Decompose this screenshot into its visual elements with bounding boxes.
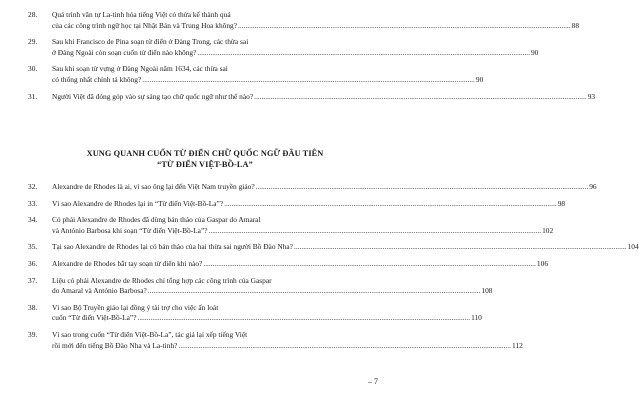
toc-entry-page: 102 [542, 225, 554, 235]
toc-entry [28, 258, 549, 270]
toc-entry-text: cuốn “Từ điển Việt-Bồ-La”? [52, 313, 137, 323]
toc-entry-text: có thống nhất chính tả không? [52, 74, 142, 84]
toc-entry-text: của các công trình ngữ học tại Nhật Bản và Trung Hoa không? [52, 20, 238, 30]
toc-entry-page: 93 [587, 91, 596, 101]
dot-leader [137, 313, 470, 324]
toc-entry-text: Vì sao Bộ Truyền giáo lại đồng ý tài trợ cho việc ấn loát [52, 302, 219, 312]
toc-entry-page: 98 [557, 198, 566, 208]
toc-entry-text: Sau khi soạn từ vựng ở Đàng Ngoài năm 1634, các thừa sai [52, 64, 228, 74]
toc-entry-number: 39. [28, 329, 38, 339]
dot-leader [142, 75, 475, 86]
dot-leader [256, 182, 589, 193]
toc-entry-number: 37. [28, 275, 38, 285]
toc-entry [28, 10, 580, 31]
toc-entry-number: 33. [28, 198, 38, 208]
toc-entry-page: 96 [589, 182, 597, 191]
toc-entry-text: rồi mới đến tiếng Bồ Đào Nha và La-tinh? [52, 340, 178, 350]
dot-leader [254, 92, 587, 103]
dot-leader [294, 242, 627, 253]
toc-entry-text: Có phải Alexandre de Rhodes đã dùng bản thảo của Gaspar do Amaral [52, 215, 261, 225]
toc-entry-text: Liệu có phải Alexandre de Rhodes chỉ tổng hợp các công trình của Gaspar [52, 275, 272, 285]
toc-entry [28, 91, 596, 103]
dot-leader [178, 341, 511, 352]
toc-entry-number: 32. [28, 182, 38, 191]
dot-leader [197, 48, 530, 59]
toc-list-bottom [28, 182, 639, 357]
toc-entry-text: do Amaral và António Barbosa? [52, 286, 147, 296]
toc-list-top [28, 10, 596, 108]
section-heading [40, 148, 370, 170]
toc-entry-number: 38. [28, 302, 38, 312]
toc-entry-text: và António Barbosa khi soạn “Từ điển Việt-Bồ-La”? [52, 225, 208, 235]
toc-entry-page: 90 [530, 47, 539, 57]
toc-entry [28, 198, 566, 210]
dot-leader [148, 286, 481, 297]
toc-entry [28, 215, 554, 236]
toc-entry-page: 112 [512, 340, 523, 350]
toc-entry [28, 182, 597, 193]
toc-entry-text: Người Việt đã đóng góp vào sự sáng tạo chữ quốc ngữ như thế nào? [52, 91, 254, 101]
toc-entry-page: 90 [475, 74, 484, 84]
toc-entry [28, 242, 639, 253]
toc-entry-number: 28. [28, 10, 38, 19]
section-title-line1: XUNG QUANH CUỐN TỪ ĐIỂN CHỮ QUỐC NGỮ ĐẦU TIÊN [86, 149, 324, 158]
toc-entry-page: 110 [471, 313, 482, 323]
toc-entry-text: Quá trình văn tự La-tinh hóa tiếng Việt có thừa kế thành quả [52, 10, 231, 19]
toc-entry-text: Vì sao Alexandre de Rhodes lại in “Từ điển Việt-Bồ-La”? [52, 198, 224, 208]
dot-leader [209, 226, 542, 237]
toc-entry-page: 106 [536, 258, 549, 268]
toc-entry-number: 34. [28, 215, 38, 225]
toc-entry [28, 329, 523, 351]
toc-entry-text: Tại sao Alexandre de Rhodes lại có bản thảo của hai thừa sai người Bồ Đào Nha? [52, 242, 293, 252]
toc-entry-number: 36. [28, 258, 38, 268]
toc-entry [28, 275, 493, 297]
toc-entry-page: 104 [627, 242, 639, 252]
toc-entry-number: 30. [28, 64, 38, 74]
toc-entry-text: Vì sao trong cuốn “Từ điển Việt-Bồ-La”, tác giả lại xếp tiếng Việt [52, 329, 248, 339]
toc-entry [28, 37, 539, 58]
toc-entry-text: Alexandre de Rhodes bắt tay soạn từ điển khi nào? [52, 258, 203, 268]
toc-entry-number: 35. [28, 242, 38, 252]
toc-entry-text: Sau khi Francisco de Pina soạn từ điển ở Đàng Trong, các thừa sai [52, 37, 249, 47]
toc-entry [28, 302, 482, 324]
section-title-line2: “TỪ ĐIỂN VIỆT-BỒ-LA” [157, 160, 253, 169]
toc-entry-page: 88 [571, 20, 580, 30]
toc-entry-text: ở Đàng Ngoài còn soạn cuốn từ điển nào không? [52, 47, 197, 57]
toc-entry [28, 64, 484, 85]
dot-leader [203, 259, 536, 270]
dot-leader [224, 199, 557, 210]
toc-entry-number: 29. [28, 37, 38, 47]
toc-entry-text: Alexandre de Rhodes là ai, vì sao ông lại đến Việt Nam truyền giáo? [52, 182, 255, 191]
page-number: – 7 [368, 377, 378, 386]
toc-entry-number: 31. [28, 91, 38, 101]
dot-leader [238, 21, 571, 32]
toc-entry-page: 108 [481, 286, 493, 296]
